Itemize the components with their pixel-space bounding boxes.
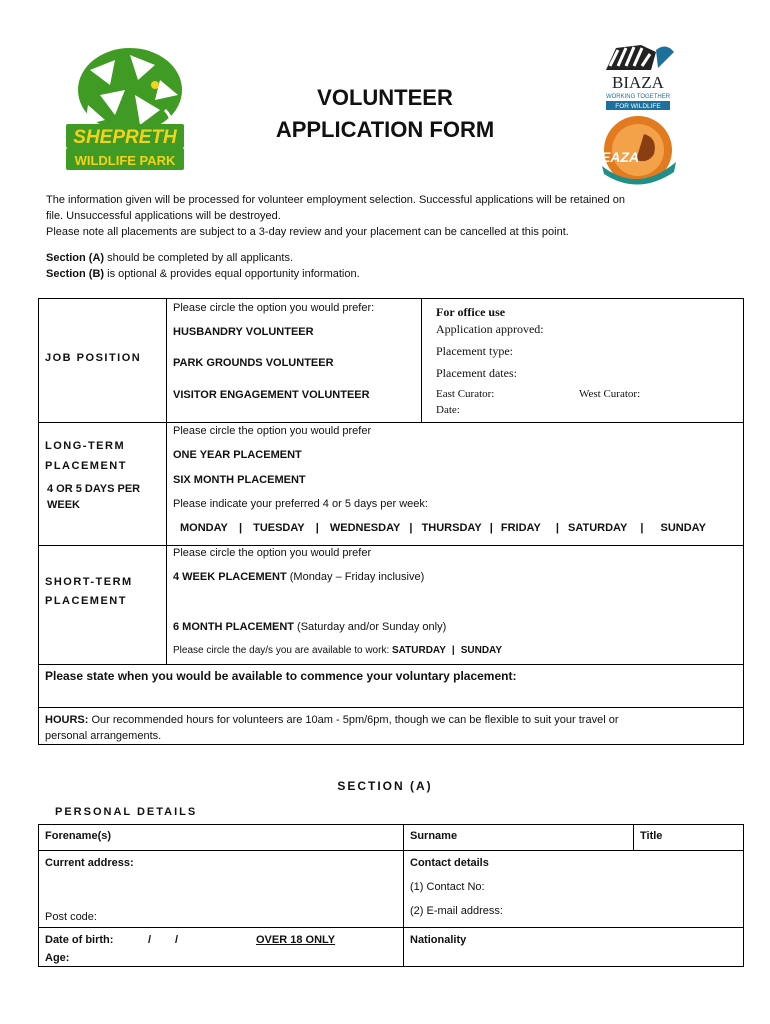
commence-input[interactable]: [45, 687, 735, 705]
title-cell[interactable]: [633, 824, 744, 851]
day-sunday[interactable]: SUNDAY: [660, 522, 706, 534]
page-title: [230, 82, 540, 146]
shepreth-logo: [60, 40, 190, 175]
option-six-month[interactable]: SIX MONTH PLACEMENT: [173, 474, 306, 486]
section-a-heading: SECTION (A): [337, 779, 433, 793]
intro-line3: Please note all placements are subject to a 3-day review and your placement can be cancelled at this point.: [46, 226, 569, 238]
six-month-rest: (Saturday and/or Sunday only): [294, 621, 447, 633]
short-term-label2: PLACEMENT: [45, 595, 127, 607]
over-18-note: OVER 18 ONLY: [256, 934, 336, 946]
commence-label: Please state when you would be available to commence your voluntary placement:: [45, 669, 517, 683]
dob-separator: /: [148, 934, 152, 946]
short-term-label1: SHORT-TERM: [45, 576, 133, 588]
office-use-cell: [421, 298, 744, 423]
option-park-grounds[interactable]: PARK GROUNDS VOLUNTEER: [173, 357, 334, 369]
day-friday[interactable]: FRIDAY: [500, 522, 541, 534]
hours-line1: Our recommended hours for volunteers are 10am - 5pm/6pm, though we can be flexible to suit your travel or: [88, 714, 619, 726]
office-approved: Application approved:: [436, 322, 544, 336]
address-label: Current address:: [45, 857, 134, 869]
short-term-days-row: [173, 645, 502, 656]
short-day-separator: |: [451, 645, 455, 656]
eaza-emblem-icon: [592, 114, 684, 188]
job-position-prompt: Please circle the option you would prefer:: [173, 302, 375, 314]
option-four-week[interactable]: [173, 571, 424, 583]
short-term-prompt: Please circle the option you would prefer: [173, 547, 372, 559]
nationality-label: Nationality: [410, 934, 467, 946]
short-day-sunday[interactable]: SUNDAY: [460, 645, 503, 656]
dob-separator: /: [175, 934, 179, 946]
title-line2: APPLICATION FORM: [275, 117, 495, 142]
forename-cell[interactable]: [38, 824, 404, 851]
contact-label: Contact details: [410, 857, 489, 869]
long-term-label1: LONG-TERM: [45, 440, 126, 452]
long-term-sub1: 4 OR 5 DAYS PER: [47, 483, 141, 495]
job-position-label-cell: [38, 298, 167, 423]
eaza-logo: [592, 114, 684, 188]
biaza-logo-tag2: FOR WILDLIFE: [615, 103, 661, 110]
four-week-bold: 4 WEEK PLACEMENT: [173, 571, 287, 583]
six-month-bold: 6 MONTH PLACEMENT: [173, 621, 294, 633]
day-separator: |: [640, 522, 644, 534]
option-visitor-engagement[interactable]: VISITOR ENGAGEMENT VOLUNTEER: [173, 389, 370, 401]
office-west-curator: West Curator:: [579, 388, 641, 400]
day-separator: |: [409, 522, 413, 534]
hours-text: [45, 712, 741, 744]
job-position-label: JOB POSITION: [45, 352, 142, 364]
intro-line2: file. Unsuccessful applications will be destroyed.: [46, 210, 281, 222]
long-term-prompt: Please circle the option you would prefer: [173, 425, 372, 437]
four-week-rest: (Monday – Friday inclusive): [286, 571, 425, 583]
email-label[interactable]: (2) E-mail address:: [410, 905, 503, 917]
office-use-heading: For office use: [436, 305, 506, 319]
biaza-logo: [596, 40, 680, 112]
long-term-sub2: WEEK: [47, 499, 80, 511]
eaza-logo-text: EAZA: [600, 149, 640, 165]
personal-details-heading: PERSONAL DETAILS: [55, 806, 198, 818]
biaza-logo-text: BIAZA: [612, 73, 664, 92]
office-placement-type: Placement type:: [436, 344, 513, 358]
long-term-label2: PLACEMENT: [45, 460, 127, 472]
day-separator: |: [315, 522, 319, 534]
shepreth-logo-text2: WILDLIFE PARK: [74, 153, 176, 168]
postcode-label: Post code:: [45, 911, 97, 923]
short-term-days-prompt: Please circle the day/s you are available to work:: [173, 645, 392, 656]
section-a-text: should be completed by all applicants.: [104, 252, 294, 264]
day-thursday[interactable]: THURSDAY: [421, 522, 482, 534]
office-placement-dates: Placement dates:: [436, 366, 517, 380]
sections-note: [46, 250, 736, 282]
long-term-label-cell: [38, 422, 167, 546]
day-separator: |: [555, 522, 559, 534]
dob-cell[interactable]: [38, 927, 404, 967]
short-day-saturday[interactable]: SATURDAY: [392, 645, 446, 656]
tiger-icon: [60, 40, 190, 175]
section-b-label: Section (B): [46, 268, 105, 280]
surname-cell[interactable]: [403, 824, 634, 851]
commence-cell: [38, 664, 744, 708]
nationality-cell[interactable]: [403, 927, 744, 967]
section-b-text: is optional & provides equal opportunity information.: [104, 268, 360, 280]
day-monday[interactable]: MONDAY: [180, 522, 228, 534]
title-line1: VOLUNTEER: [317, 85, 453, 110]
surname-label: Surname: [410, 830, 458, 842]
long-term-options-cell: [166, 422, 744, 546]
hours-cell: [38, 707, 744, 745]
section-b-note: [46, 266, 736, 282]
address-cell[interactable]: [38, 850, 404, 928]
option-husbandry[interactable]: HUSBANDRY VOLUNTEER: [173, 326, 314, 338]
option-six-month-weekend[interactable]: [173, 621, 446, 633]
option-one-year[interactable]: ONE YEAR PLACEMENT: [173, 449, 302, 461]
long-term-days-row: [180, 522, 740, 534]
day-separator: |: [489, 522, 493, 534]
day-tuesday[interactable]: TUESDAY: [253, 522, 305, 534]
contact-number-label[interactable]: (1) Contact No:: [410, 881, 485, 893]
age-label: Age:: [45, 952, 70, 964]
dob-label: Date of birth:: [45, 934, 114, 946]
short-term-label-cell: [38, 545, 167, 665]
job-position-options-cell: [166, 298, 422, 423]
forename-label: Forename(s): [45, 830, 112, 842]
title-label: Title: [640, 830, 663, 842]
day-saturday[interactable]: SATURDAY: [568, 522, 628, 534]
office-east-curator: East Curator:: [436, 388, 495, 400]
hours-line2: personal arrangements.: [45, 730, 162, 742]
intro-text: [46, 192, 736, 240]
section-a-label: Section (A): [46, 252, 105, 264]
zebra-icon: [596, 40, 680, 112]
day-wednesday[interactable]: WEDNESDAY: [329, 522, 401, 534]
contact-cell: [403, 850, 744, 928]
intro-line1: The information given will be processed for volunteer employment selection. Successful applications will be retained on: [46, 194, 626, 206]
biaza-logo-tag1: WORKING TOGETHER: [605, 94, 671, 100]
day-separator: |: [238, 522, 243, 534]
long-term-days-prompt: Please indicate your preferred 4 or 5 days per week:: [173, 498, 428, 510]
section-a-note: [46, 250, 736, 266]
office-date: Date:: [436, 404, 460, 416]
shepreth-logo-text1: SHEPRETH: [73, 127, 177, 148]
hours-label: HOURS:: [45, 714, 89, 726]
short-term-options-cell: [166, 545, 744, 665]
